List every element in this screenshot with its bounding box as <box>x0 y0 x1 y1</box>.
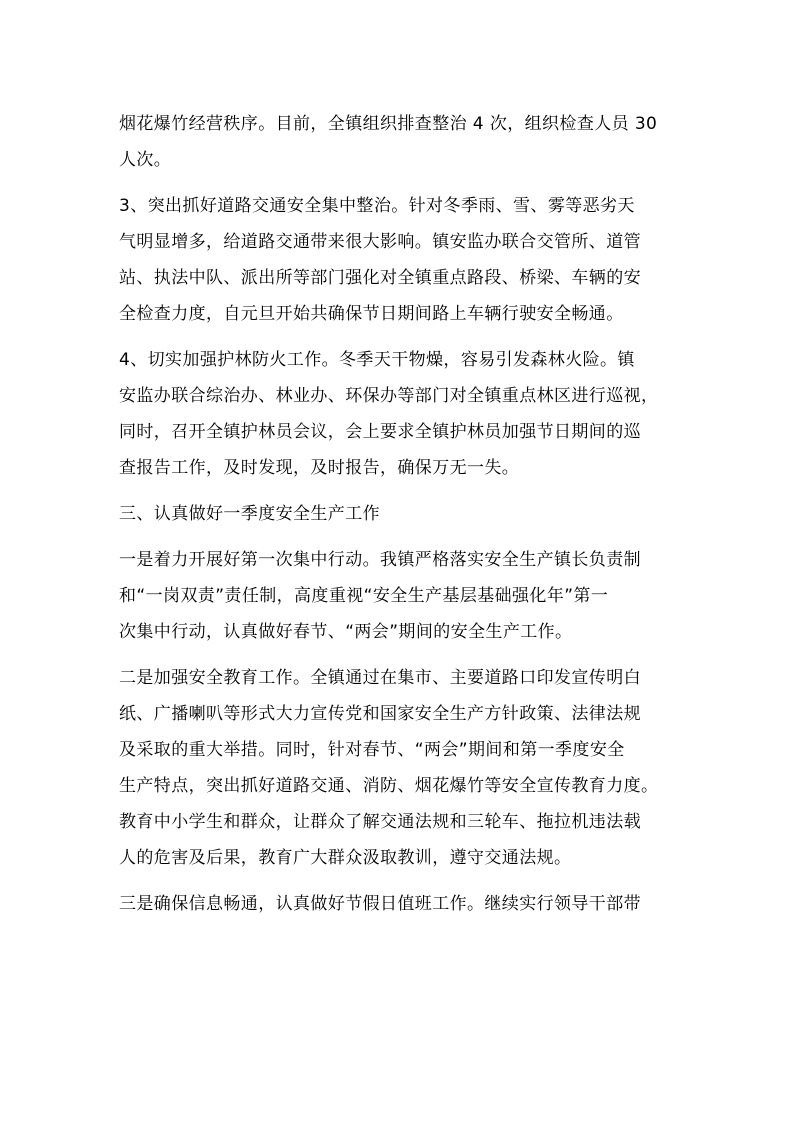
text-line: 安监办联合综治办、林业办、环保办等部门对全镇重点林区进行巡视， <box>119 386 659 406</box>
text-line: 查报告工作，及时发现，及时报告，确保万无一失。 <box>119 458 520 478</box>
text-line: 三是确保信息畅通，认真做好节假日值班工作。继续实行领导干部带 <box>119 894 641 914</box>
text-line: 教育中小学生和群众，让群众了解交通法规和三轮车、拖拉机违法载 <box>119 812 641 832</box>
section-heading <box>119 496 679 532</box>
text-line: 纸、广播喇叭等形式大力宣传党和国家安全生产方针政策、法律法规 <box>119 704 641 724</box>
text-line: 三、认真做好一季度安全生产工作 <box>119 504 380 524</box>
text-line: 同时，召开全镇护林员会议，会上要求全镇护林员加强节日期间的巡 <box>119 422 641 442</box>
text-line: 及采取的重大举措。同时，针对春节、“两会”期间和第一季度安全 <box>119 740 625 760</box>
text-line: 人次。 <box>119 150 172 170</box>
text-line: 一是着力开展好第一次集中行动。我镇严格落实安全生产镇长负责制 <box>119 550 641 570</box>
text-line: 和“一岗双责”责任制，高度重视“安全生产基层基础强化年”第一 <box>119 586 609 606</box>
text-line: 二是加强安全教育工作。全镇通过在集市、主要道路口印发宣传明白 <box>119 668 641 688</box>
document-page <box>119 106 679 922</box>
paragraph-fireworks-order <box>119 106 679 178</box>
paragraph-safety-education <box>119 660 679 876</box>
text-line: 站、执法中队、派出所等部门强化对全镇重点路段、桥梁、车辆的安 <box>119 268 641 288</box>
text-line: 4、切实加强护林防火工作。冬季天干物燥，容易引发森林火险。镇 <box>119 350 635 370</box>
text-line: 烟花爆竹经营秩序。目前，全镇组织排查整治 4 次，组织检查人员 30 <box>119 114 658 134</box>
text-line: 3、突出抓好道路交通安全集中整治。针对冬季雨、雪、雾等恶劣天 <box>119 196 635 216</box>
text-line: 气明显增多，给道路交通带来很大影响。镇安监办联合交管所、道管 <box>119 232 641 252</box>
paragraph-first-action <box>119 542 679 650</box>
paragraph-road-traffic <box>119 188 679 332</box>
text-line: 生产特点，突出抓好道路交通、消防、烟花爆竹等安全宣传教育力度。 <box>119 776 659 796</box>
paragraph-duty-work <box>119 886 679 922</box>
text-line: 次集中行动，认真做好春节、“两会”期间的安全生产工作。 <box>119 622 573 642</box>
text-line: 人的危害及后果，教育广大群众汲取教训，遵守交通法规。 <box>119 848 572 868</box>
text-line: 全检查力度，自元旦开始共确保节日期间路上车辆行驶安全畅通。 <box>119 304 624 324</box>
paragraph-forest-fire <box>119 342 679 486</box>
